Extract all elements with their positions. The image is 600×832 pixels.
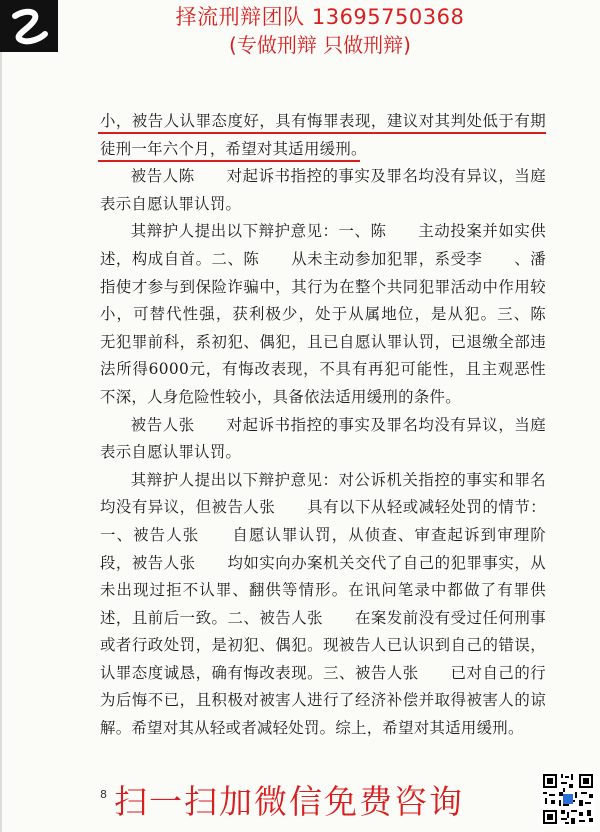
logo-icon xyxy=(0,0,58,52)
header-title: 择流刑辩团队 13695750368 xyxy=(175,5,465,29)
paragraph-3: 其辩护人提出以下辩护意见：一、陈 主动投案并如实供述，构成自首。二、陈 从未主动参加犯罪，系受李 、潘 指使才参与到保险诈骗中，其行为在整个共同犯罪活动中作用较小，可替代性强，获利极少，处于从属地位，是从犯。三、陈 无犯罪前科，系初犯、偶犯，且已自愿认罪认罚，已退缴全部违法所得6000元，有悔改表现，不具有再犯可能性，且主观恶性不深，人身危险性较小，具备依法适用缓刑的条件。 xyxy=(100,222,578,406)
header xyxy=(120,4,520,59)
paragraph-5: 其辩护人提出以下辩护意见：对公诉机关指控的事实和罪名均没有异议，但被告人张 具有以下从轻或减轻处罚的情节：一、被告人张 自愿认罪认罚，从侦查、审查起诉到审理阶段，被告人张 均如实向办案机关交代了自己的犯罪事实，从未出现过拒不认罪、翻供等情形。在讯问笔录中都做了有罪供述，且前后一致。二、被告人张 在案发前没有受过任何刑事或者行政处罚，是初犯、偶犯。现被告人已认识到自己的错误，认罪态度诚恳，确有悔改表现。三、被告人张 已对自己的行为后悔不已，且积极对被害人进行了经济补偿并取得被害人的谅解。希望对其从轻或者减轻处罚。综上，希望对其适用缓刑。 xyxy=(100,470,546,738)
highlight-underline-2 xyxy=(98,160,360,162)
page-number: 8 xyxy=(100,788,107,801)
paragraph-2: 被告人陈 对起诉书指控的事实及罪名均没有异议，当庭表示自愿认罪认罚。 xyxy=(100,167,546,213)
page-edge xyxy=(0,0,2,832)
header-subtitle: (专做刑辩 只做刑辩) xyxy=(229,33,411,57)
paragraph-1: 小，被告人认罪态度好，具有悔罪表现，建议对其判处低于有期徒刑一年六个月，希望对其适用缓刑。 xyxy=(100,112,546,158)
qr-code-icon[interactable] xyxy=(541,772,595,826)
paragraph-4: 被告人张 对起诉书指控的事实及罪名均没有异议，当庭表示自愿认罪认罚。 xyxy=(100,415,546,462)
highlight-underline-1 xyxy=(98,132,546,134)
document-body xyxy=(100,108,578,743)
footer-cta: 扫一扫加微信免费咨询 xyxy=(114,782,464,821)
